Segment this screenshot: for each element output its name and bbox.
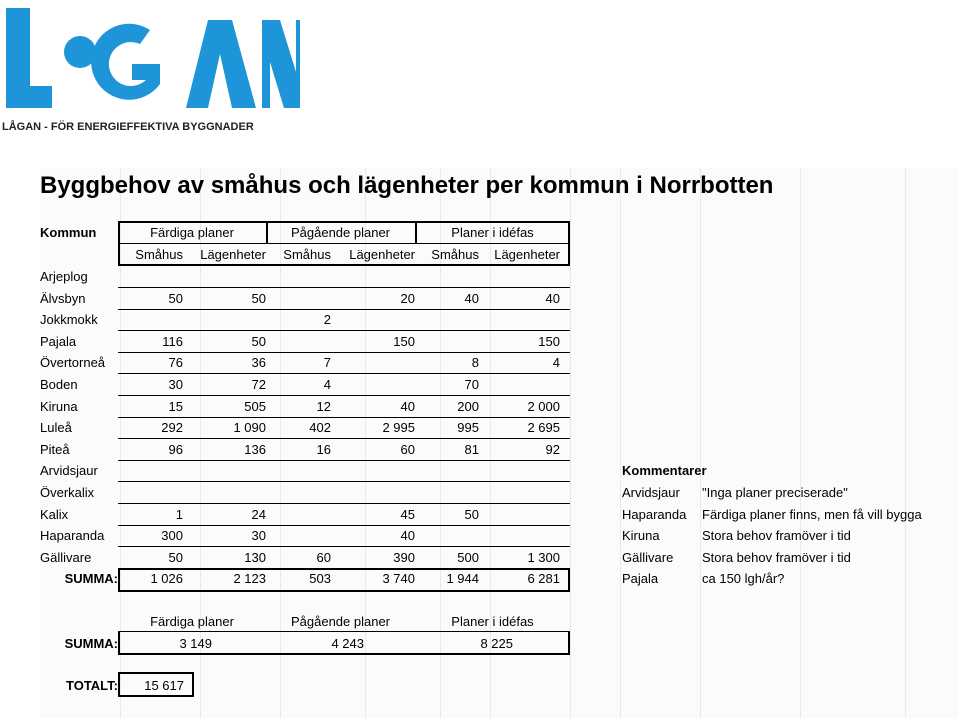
kommun-name: Piteå bbox=[40, 441, 70, 457]
row-divider bbox=[118, 330, 570, 331]
summary-value: 8 225 bbox=[480, 636, 513, 651]
kommun-name: Arvidsjaur bbox=[40, 463, 98, 479]
comment-text: ca 150 lgh/år? bbox=[702, 571, 785, 587]
summa-label: SUMMA: bbox=[64, 571, 118, 587]
kommun-name: Älvsbyn bbox=[40, 290, 86, 306]
table-cell: 500 bbox=[457, 549, 479, 565]
table-cell: 45 bbox=[400, 506, 415, 522]
table-cell: 1 090 bbox=[233, 420, 266, 436]
table-cell: 150 bbox=[538, 333, 560, 349]
summary-header-bottom bbox=[118, 631, 570, 632]
table-cell: 20 bbox=[400, 290, 415, 306]
summary-header: Pågående planer bbox=[290, 614, 391, 629]
row-divider bbox=[118, 373, 570, 374]
table-cell: 4 bbox=[323, 377, 331, 392]
summa-right-border bbox=[568, 568, 570, 592]
table-cell: 50 bbox=[251, 333, 266, 349]
row-divider bbox=[118, 287, 570, 288]
table-cell: 292 bbox=[161, 420, 183, 436]
summa-cell: 1 026 bbox=[150, 571, 183, 587]
total-bottom-border bbox=[118, 695, 194, 697]
page-title: Byggbehov av småhus och lägenheter per kommun i Norrbotten bbox=[40, 172, 774, 199]
table-cell: 30 bbox=[251, 528, 266, 544]
subheader: Småhus bbox=[283, 247, 331, 262]
table-cell: 402 bbox=[309, 420, 331, 436]
table-cell: 505 bbox=[244, 398, 266, 414]
header-right-border bbox=[568, 221, 570, 266]
table-cell: 36 bbox=[251, 355, 266, 371]
kommun-name: Haparanda bbox=[40, 528, 105, 544]
table-cell: 390 bbox=[393, 549, 415, 565]
comment-text: Färdiga planer finns, men få vill bygga bbox=[702, 506, 922, 522]
table-cell: 8 bbox=[471, 355, 479, 371]
table-cell: 7 bbox=[323, 355, 331, 371]
kommun-name: Boden bbox=[40, 377, 78, 392]
row-divider bbox=[118, 481, 570, 482]
comments-header: Kommentarer bbox=[622, 463, 707, 478]
summa-cell: 1 944 bbox=[446, 571, 479, 587]
summa-cell: 503 bbox=[309, 571, 331, 587]
comment-text: Stora behov framöver i tid bbox=[702, 528, 851, 544]
table-cell: 40 bbox=[545, 290, 560, 306]
summary-summa-label: SUMMA: bbox=[64, 636, 118, 651]
total-value: 15 617 bbox=[144, 678, 184, 693]
summa-cell: 3 740 bbox=[382, 571, 415, 587]
kommun-name: Luleå bbox=[40, 420, 72, 436]
table-cell: 300 bbox=[161, 528, 183, 544]
row-divider bbox=[118, 438, 570, 439]
table-cell: 2 695 bbox=[527, 420, 560, 436]
summary-right-border bbox=[568, 631, 570, 655]
table-cell: 12 bbox=[316, 398, 331, 414]
table-cell: 81 bbox=[464, 441, 479, 457]
table-cell: 60 bbox=[316, 549, 331, 565]
table-cell: 40 bbox=[400, 528, 415, 544]
row-divider bbox=[118, 417, 570, 418]
comment-kommun: Pajala bbox=[622, 571, 659, 587]
table-cell: 72 bbox=[251, 377, 266, 392]
table-cell: 4 bbox=[552, 355, 560, 371]
total-right-border bbox=[192, 672, 194, 697]
logo-tagline: LÅGAN - FÖR ENERGIEFFEKTIVA BYGGNADER bbox=[2, 121, 254, 133]
row-divider bbox=[118, 525, 570, 526]
table-cell: 92 bbox=[545, 441, 560, 457]
comment-kommun: Haparanda bbox=[622, 506, 687, 522]
row-divider bbox=[118, 546, 570, 547]
lagan-logo bbox=[0, 0, 302, 140]
kommun-name: Jokkmokk bbox=[40, 312, 98, 328]
summary-value: 3 149 bbox=[179, 636, 212, 651]
total-top-border bbox=[118, 672, 194, 674]
row-divider bbox=[118, 460, 570, 461]
table-cell: 136 bbox=[244, 441, 266, 457]
table-cell: 2 000 bbox=[527, 398, 560, 414]
comment-text: Stora behov framöver i tid bbox=[702, 549, 851, 565]
summary-header: Färdiga planer bbox=[150, 614, 234, 629]
table-cell: 24 bbox=[251, 506, 266, 522]
kommun-name: Arjeplog bbox=[40, 269, 88, 284]
summa-top-border bbox=[118, 568, 570, 570]
summary-bottom-border bbox=[118, 653, 570, 655]
table-cell: 130 bbox=[244, 549, 266, 565]
group-header: Färdiga planer bbox=[150, 225, 234, 240]
group-divider bbox=[118, 221, 120, 244]
subheader: Lägenheter bbox=[494, 247, 560, 262]
table-cell: 1 300 bbox=[527, 549, 560, 565]
table-cell: 30 bbox=[168, 377, 183, 392]
table-cell: 50 bbox=[168, 290, 183, 306]
group-divider bbox=[266, 221, 268, 244]
header-top-border bbox=[118, 221, 570, 223]
subheader-left-border bbox=[118, 243, 120, 266]
kommun-name: Övertorneå bbox=[40, 355, 106, 371]
summa-cell: 6 281 bbox=[527, 571, 560, 587]
table-cell: 96 bbox=[168, 441, 183, 457]
summa-bottom-border bbox=[118, 590, 570, 592]
subheader: Lägenheter bbox=[349, 247, 415, 262]
table-cell: 40 bbox=[400, 398, 415, 414]
kommun-name: Gällivare bbox=[40, 549, 92, 565]
table-cell: 40 bbox=[464, 290, 479, 306]
table-cell: 76 bbox=[168, 355, 183, 371]
row-divider bbox=[118, 503, 570, 504]
row-divider bbox=[118, 309, 570, 310]
comment-kommun: Arvidsjaur bbox=[622, 485, 680, 500]
table-cell: 116 bbox=[162, 333, 183, 349]
comment-text: "Inga planer preciserade" bbox=[702, 485, 848, 500]
table-cell: 70 bbox=[464, 377, 479, 392]
table-cell: 16 bbox=[316, 441, 331, 457]
kommun-header: Kommun bbox=[40, 225, 97, 240]
table-cell: 50 bbox=[251, 290, 266, 306]
table-cell: 200 bbox=[457, 398, 479, 414]
summa-left-border bbox=[118, 568, 120, 592]
table-cell: 1 bbox=[175, 506, 183, 522]
comment-kommun: Kiruna bbox=[622, 528, 660, 544]
kommun-name: Kiruna bbox=[40, 398, 78, 414]
comment-kommun: Gällivare bbox=[622, 549, 674, 565]
group-header: Planer i idéfas bbox=[451, 225, 534, 240]
summary-value: 4 243 bbox=[331, 636, 364, 651]
summary-left-border bbox=[118, 631, 120, 655]
table-cell: 150 bbox=[393, 333, 415, 349]
table-cell: 2 bbox=[323, 312, 331, 328]
total-left-border bbox=[118, 672, 120, 697]
kommun-name: Pajala bbox=[40, 333, 77, 349]
subheader: Småhus bbox=[135, 247, 183, 262]
summa-cell: 2 123 bbox=[233, 571, 266, 587]
table-cell: 60 bbox=[400, 441, 415, 457]
total-label: TOTALT: bbox=[66, 678, 118, 693]
group-divider bbox=[415, 221, 417, 244]
row-divider bbox=[118, 395, 570, 396]
table-cell: 995 bbox=[457, 420, 479, 436]
group-header: Pågående planer bbox=[290, 225, 391, 240]
kommun-name: Kalix bbox=[40, 506, 69, 522]
kommun-name: Överkalix bbox=[40, 485, 95, 500]
table-cell: 50 bbox=[168, 549, 183, 565]
table-cell: 2 995 bbox=[382, 420, 415, 436]
table-cell: 50 bbox=[464, 506, 479, 522]
row-divider bbox=[118, 352, 570, 353]
header-mid-border bbox=[118, 243, 570, 244]
summary-header: Planer i idéfas bbox=[451, 614, 534, 629]
header-bottom-border bbox=[118, 264, 570, 266]
table-cell: 15 bbox=[168, 398, 183, 414]
lagan-logo-graphic bbox=[0, 0, 302, 140]
subheader: Småhus bbox=[431, 247, 479, 262]
subheader: Lägenheter bbox=[200, 247, 266, 262]
